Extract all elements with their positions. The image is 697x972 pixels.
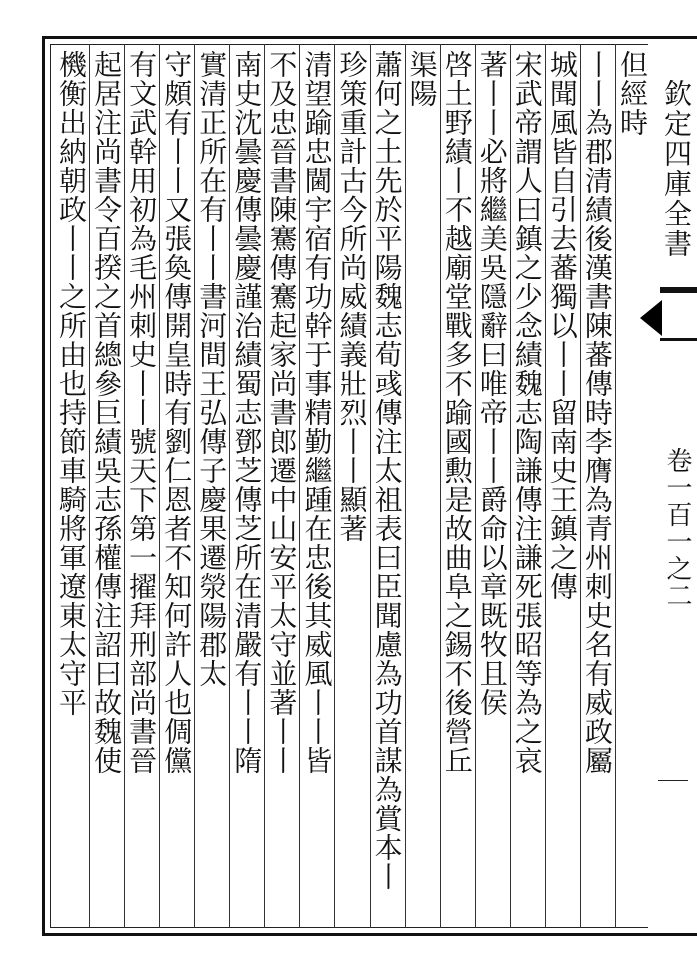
column-rule (229, 44, 230, 928)
column-rule (615, 44, 616, 928)
column-rule (334, 44, 335, 928)
text-column: 珍策重計古今所尚威績義壯烈丨丨顯著 (335, 50, 369, 543)
column-rule (580, 44, 581, 928)
column-rule (264, 44, 265, 928)
column-rule (89, 44, 90, 928)
text-column: 但經時 (615, 50, 649, 137)
text-column: 宋武帝謂人曰鎮之少念績魏志陶謙傳注謙死張昭等為之哀 (510, 50, 544, 775)
column-rule (370, 44, 371, 928)
column-rule (475, 44, 476, 928)
column-rule (159, 44, 160, 928)
text-column: 實清正所在有丨丨書河間王弘傳子慶果遷滎陽郡太 (195, 50, 229, 688)
text-column: 守頗有丨丨又張奐傳開皇時有劉仁恩者不知何許人也倜儻 (160, 50, 194, 775)
text-column: 丨丨為郡清績後漢書陳蕃傳時李膺為青州刺史名有威政屬 (580, 50, 614, 775)
column-rule (510, 44, 511, 928)
text-column: 啓土野績丨不越廟堂戰多不踰國勲是故曲阜之錫不後營丘 (440, 50, 474, 775)
column-rule (405, 44, 406, 928)
volume-number: 卷一百一之二 (662, 447, 692, 609)
text-column: 蕭何之土先於平陽魏志荀彧傳注太祖表曰臣聞慮為功首謀為賞本丨 (370, 50, 404, 891)
text-column: 有文武幹用初為毛州刺史丨丨號天下第一擢拜刑部尚書晉 (125, 50, 159, 775)
fishtail-bar-bottom (660, 338, 697, 341)
text-column: 機衡出納朝政丨丨之所由也持節車騎將軍遼東太守平 (55, 50, 89, 717)
text-column: 城聞風皆自引去蕃獨以丨丨留南史王鎮之傳 (545, 50, 579, 601)
text-column: 不及忠晉書陳騫傳騫起家尚書郎遷中山安平太守並著丨丨 (265, 50, 299, 775)
text-column: 渠陽 (405, 50, 439, 108)
fishtail-center-column (660, 36, 697, 936)
text-column: 起居注尚書令百揆之首總參巨績吳志孫權傳注詔曰故魏使 (90, 50, 124, 775)
column-rule (194, 44, 195, 928)
center-rule (658, 780, 688, 781)
column-rule (299, 44, 300, 928)
text-column: 南史沈曇慶傳曇慶謹治績蜀志鄧芝傳芝所在清嚴有丨丨隋 (230, 50, 264, 775)
header-title: 欽定四庫全書 (660, 79, 693, 259)
text-column: 清望踰忠閫宇宿有功幹于事精勤繼踵在忠後其威風丨丨皆 (300, 50, 334, 775)
column-rule (545, 44, 546, 928)
column-rule (124, 44, 125, 928)
column-rule (440, 44, 441, 928)
text-column: 著丨丨必將繼美吳隱辭曰唯帝丨丨爵命以章既牧且侯 (475, 50, 509, 717)
fishtail-bar-top (660, 287, 697, 293)
